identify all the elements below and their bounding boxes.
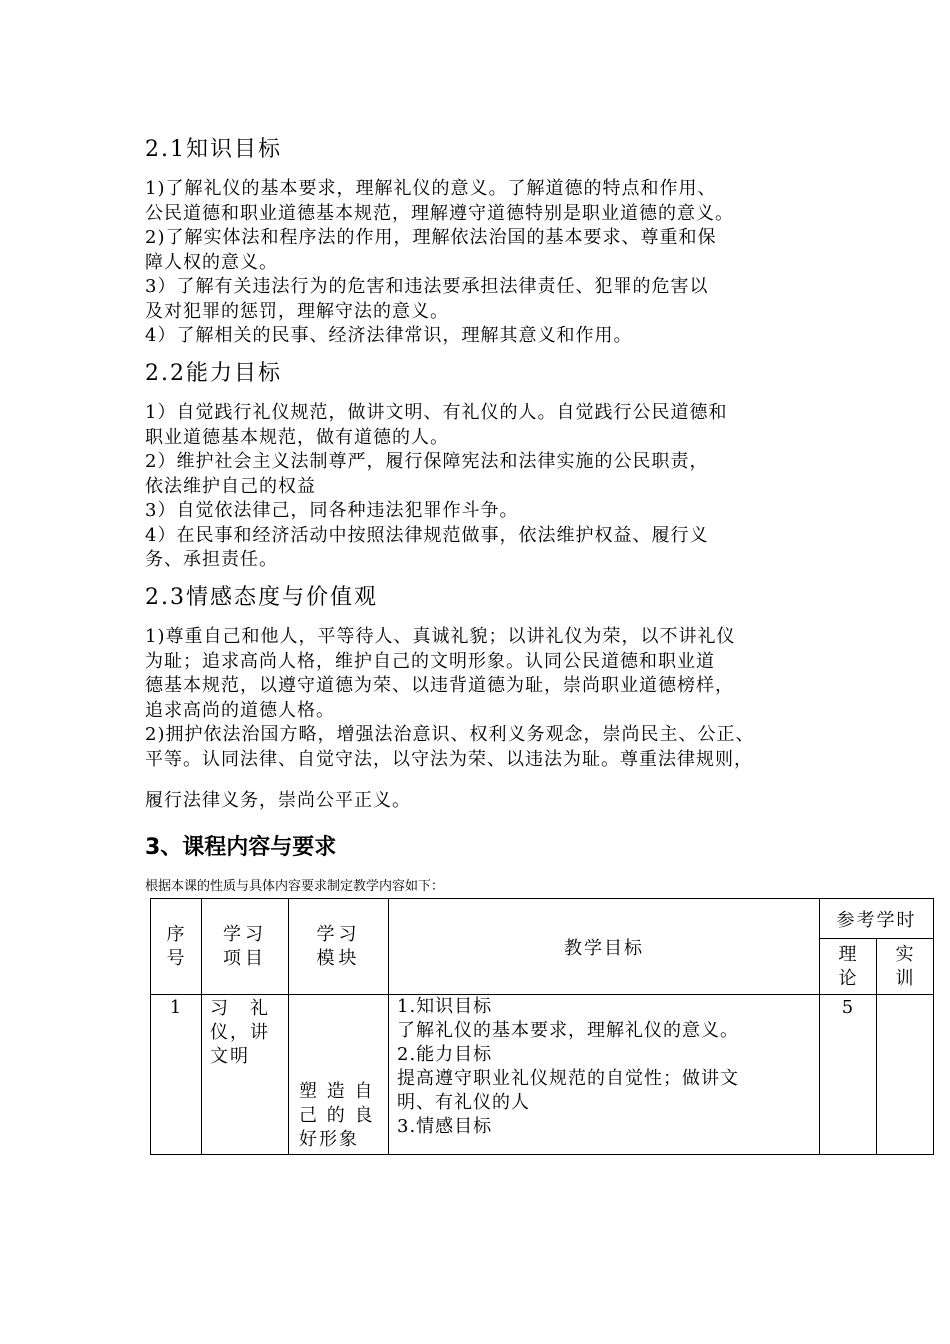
text-line: 平等。认同法律、自觉守法，以守法为荣、以违法为耻。尊重法律规则， <box>145 748 753 770</box>
text-line: 务、承担责任。 <box>145 549 278 570</box>
cell-goal-line: 明、有礼仪的人 <box>397 1092 530 1113</box>
text-line: 2)了解实体法和程序法的作用，理解依法治国的基本要求、尊重和保 <box>145 227 717 248</box>
header-theory-line: 论 <box>838 967 858 989</box>
cell-goal <box>389 995 820 1155</box>
header-item-line: 项目 <box>223 947 267 969</box>
cell-item-line: 仪，讲 <box>210 1022 270 1043</box>
header-module-line: 学习 <box>316 923 361 945</box>
text-line: 依法维护自己的权益 <box>145 475 316 497</box>
header-seq <box>151 899 202 995</box>
cell-module-line: 塑 造 自 <box>299 1081 375 1102</box>
header-hours: 参考学时 <box>820 899 934 939</box>
cell-practice <box>877 995 934 1155</box>
header-practice-line: 实 <box>895 943 915 965</box>
text-line: 2)拥护依法治国方略，增强法治意识、权利义务观念，崇尚民主、公正、 <box>145 724 755 745</box>
cell-goal-line: 提高遵守职业礼仪规范的自觉性；做讲文 <box>397 1068 739 1089</box>
text-line: 公民道德和职业道德基本规范，理解遵守道德特别是职业道德的意义。 <box>145 202 734 224</box>
text-line: 4）在民事和经济活动中按照法律规范做事，依法维护权益、履行义 <box>145 524 709 546</box>
header-module <box>289 899 389 995</box>
cell-goal-line: 3.情感目标 <box>397 1116 493 1137</box>
section-heading-attitude: 2.3情感态度与价值观 <box>145 585 378 610</box>
text-line: 及对犯罪的惩罚，理解守法的意义。 <box>145 300 449 322</box>
cell-goal-line: 了解礼仪的基本要求，理解礼仪的意义。 <box>397 1020 739 1041</box>
section-body-attitude-last <box>145 789 825 814</box>
cell-module-line: 好形象 <box>299 1129 359 1150</box>
cell-item <box>202 995 289 1155</box>
section-heading-knowledge: 2.1知识目标 <box>145 137 282 162</box>
section-heading-ability: 2.2能力目标 <box>145 361 282 386</box>
cell-item-line: 习 礼 <box>210 998 270 1019</box>
cell-goal-line: 1.知识目标 <box>397 996 493 1017</box>
section-body-attitude <box>145 625 825 772</box>
cell-goal-line: 2.能力目标 <box>397 1044 493 1065</box>
cell-item-line: 文明 <box>210 1046 250 1067</box>
section-heading-course-content: 3、课程内容与要求 <box>145 835 337 860</box>
table-intro-note: 根据本课的性质与具体内容要求制定教学内容如下： <box>145 879 445 894</box>
text-line: 为耻；追求高尚人格，维护自己的文明形象。认同公民道德和职业道 <box>145 650 715 672</box>
header-theory <box>820 939 877 995</box>
header-theory-line: 理 <box>838 943 858 965</box>
cell-module <box>289 995 389 1155</box>
header-practice <box>877 939 934 995</box>
header-seq-line: 号 <box>166 947 186 969</box>
cell-module-line: 己 的 良 <box>299 1105 375 1126</box>
cell-theory: 5 <box>820 995 877 1155</box>
text-line: 3）自觉依法律己，同各种违法犯罪作斗争。 <box>145 500 519 521</box>
section-body-ability <box>145 401 825 573</box>
text-line: 1)了解礼仪的基本要求，理解礼仪的意义。了解道德的特点和作用、 <box>145 178 717 199</box>
cell-seq: 1 <box>151 995 202 1155</box>
text-line: 2）维护社会主义法制尊严，履行保障宪法和法律实施的公民职责， <box>145 451 709 472</box>
text-line: 德基本规范，以遵守道德为荣、以违背道德为耻，崇尚职业道德榜样， <box>145 675 734 696</box>
text-line: 1）自觉践行礼仪规范，做讲文明、有礼仪的人。自觉践行公民道德和 <box>145 402 728 423</box>
text-line: 障人权的意义。 <box>145 251 278 273</box>
text-line: 3）了解有关违法行为的危害和违法要承担法律责任、犯罪的危害以 <box>145 276 709 297</box>
text-line: 职业道德基本规范，做有道德的人。 <box>145 426 449 448</box>
table-header-row <box>151 899 934 939</box>
header-item <box>202 899 289 995</box>
header-item-line: 学习 <box>223 923 267 945</box>
header-practice-line: 训 <box>895 967 915 989</box>
text-line: 履行法律义务，崇尚公平正义。 <box>145 790 411 811</box>
header-module-line: 模块 <box>316 947 361 969</box>
text-line: 1)尊重自己和他人，平等待人、真诚礼貌；以讲礼仪为荣，以不讲礼仪 <box>145 626 736 647</box>
text-line: 4）了解相关的民事、经济法律常识，理解其意义和作用。 <box>145 325 633 346</box>
table-row <box>151 995 934 1155</box>
section-body-knowledge <box>145 177 825 349</box>
text-line: 追求高尚的道德人格。 <box>145 699 335 721</box>
header-goal: 教学目标 <box>389 899 820 995</box>
header-seq-line: 序 <box>166 923 186 945</box>
course-content-table <box>150 898 934 1155</box>
